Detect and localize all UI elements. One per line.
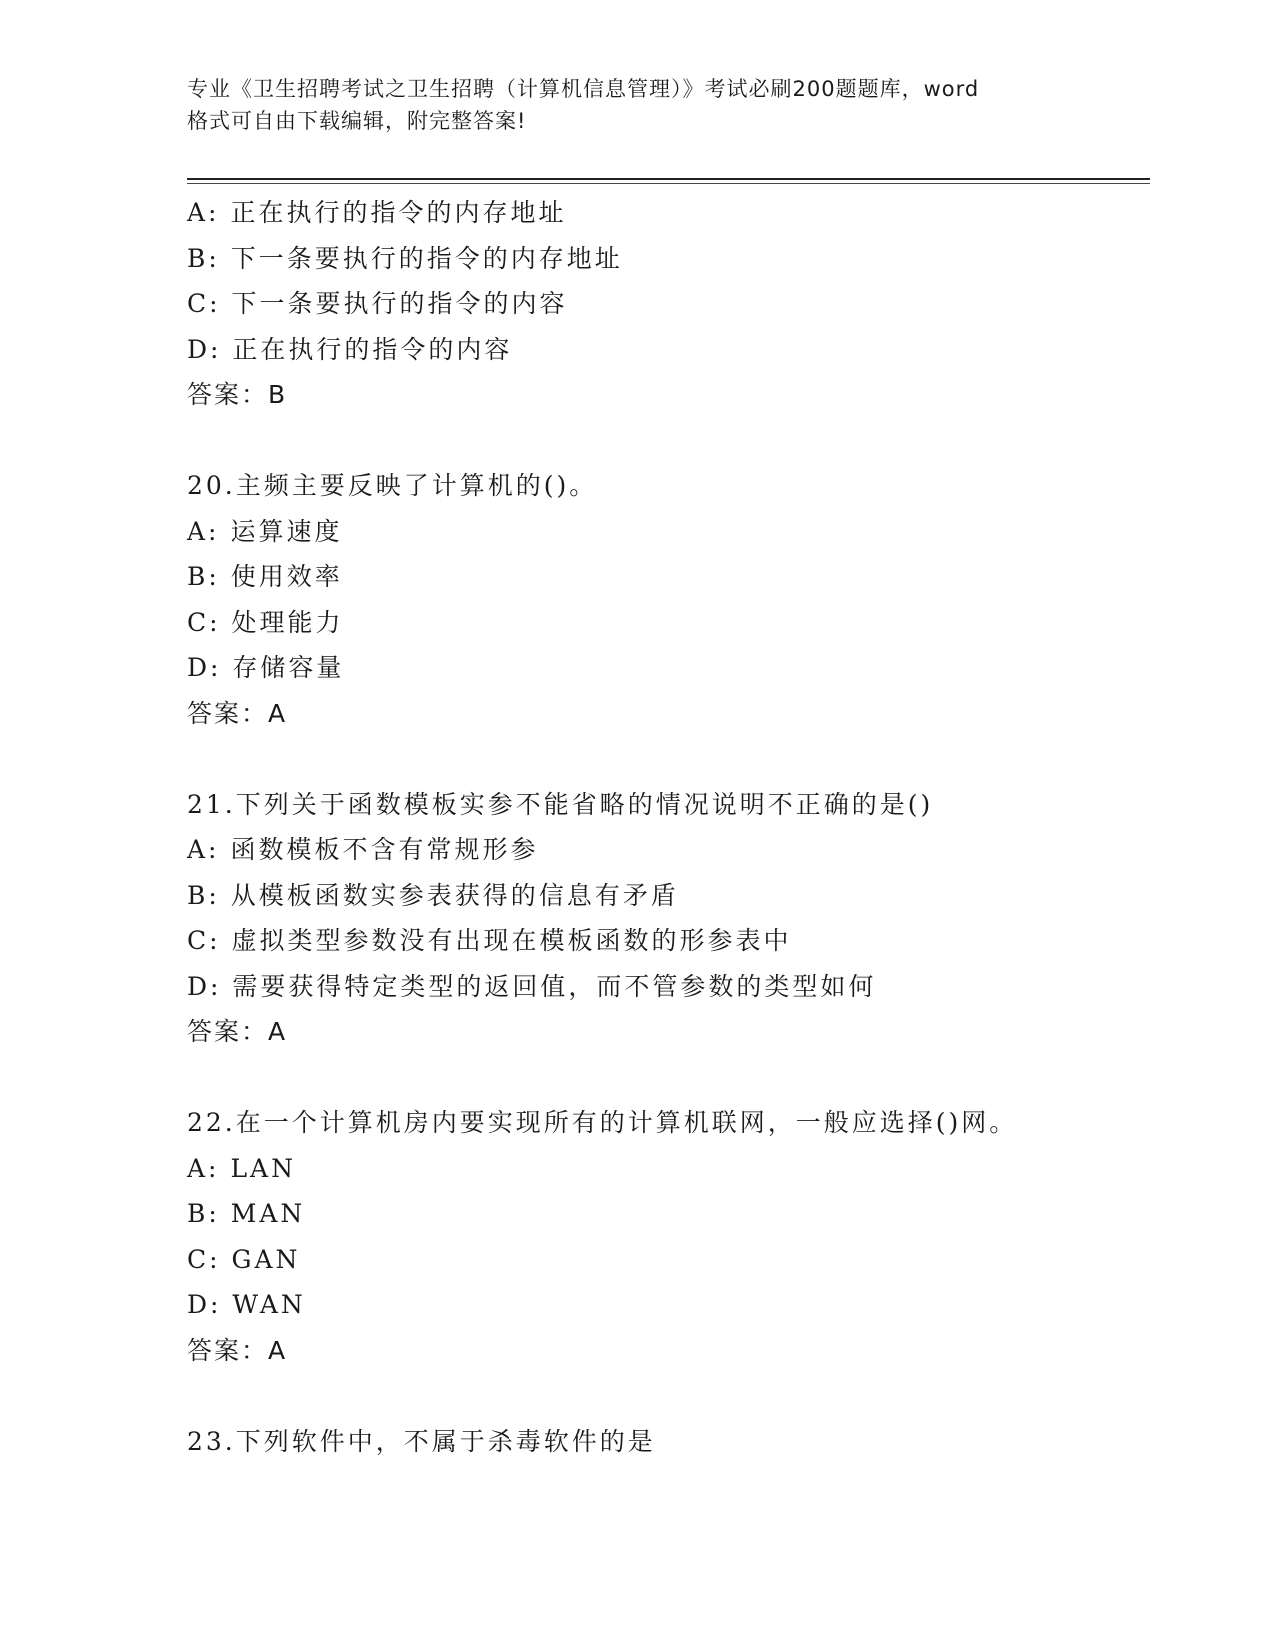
spacer <box>187 418 1147 464</box>
question-19 <box>187 190 1147 418</box>
option-a: A: 正在执行的指令的内存地址 <box>187 198 567 227</box>
header-line-1: 专业《卫生招聘考试之卫生招聘（计算机信息管理）》考试必刷200题题库，word <box>187 77 980 101</box>
question-text: 20.主频主要反映了计算机的()。 <box>187 471 598 500</box>
spacer <box>187 1055 1147 1101</box>
option-d: D: 存储容量 <box>187 653 345 682</box>
question-21 <box>187 782 1147 1055</box>
option-b: B: 使用效率 <box>187 562 343 591</box>
option-a: A: 运算速度 <box>187 516 343 546</box>
option-a: A: LAN <box>187 1153 296 1183</box>
header-line-2: 格式可自由下载编辑，附完整答案! <box>187 109 527 133</box>
answer: 答案：A <box>187 698 288 728</box>
question-20 <box>187 463 1147 736</box>
question-list <box>187 190 1147 1464</box>
option-d: D: 需要获得特定类型的返回值，而不管参数的类型如何 <box>187 971 877 1001</box>
answer: 答案：B <box>187 380 288 409</box>
question-text: 23.下列软件中，不属于杀毒软件的是 <box>187 1426 656 1456</box>
spacer <box>187 736 1147 782</box>
header-divider-thin <box>187 183 1150 184</box>
header-divider-thick <box>187 178 1150 180</box>
option-b: B: 从模板函数实参表获得的信息有矛盾 <box>187 880 679 910</box>
answer: 答案：A <box>187 1017 288 1046</box>
option-c: C: 处理能力 <box>187 607 344 637</box>
question-text: 22.在一个计算机房内要实现所有的计算机联网，一般应选择()网。 <box>187 1108 1018 1137</box>
option-b: B: 下一条要执行的指令的内存地址 <box>187 243 623 273</box>
spacer <box>187 1373 1147 1419</box>
document-header <box>187 73 1087 137</box>
question-22 <box>187 1100 1147 1373</box>
question-23 <box>187 1419 1147 1465</box>
question-text: 21.下列关于函数模板实参不能省略的情况说明不正确的是() <box>187 789 934 819</box>
option-c: C: GAN <box>187 1244 301 1274</box>
answer: 答案：A <box>187 1335 288 1365</box>
option-a: A: 函数模板不含有常规形参 <box>187 835 539 864</box>
option-d: D: WAN <box>187 1290 306 1319</box>
option-c: C: 下一条要执行的指令的内容 <box>187 289 568 318</box>
option-b: B: MAN <box>187 1199 306 1228</box>
option-c: C: 虚拟类型参数没有出现在模板函数的形参表中 <box>187 926 792 955</box>
option-d: D: 正在执行的指令的内容 <box>187 334 513 364</box>
